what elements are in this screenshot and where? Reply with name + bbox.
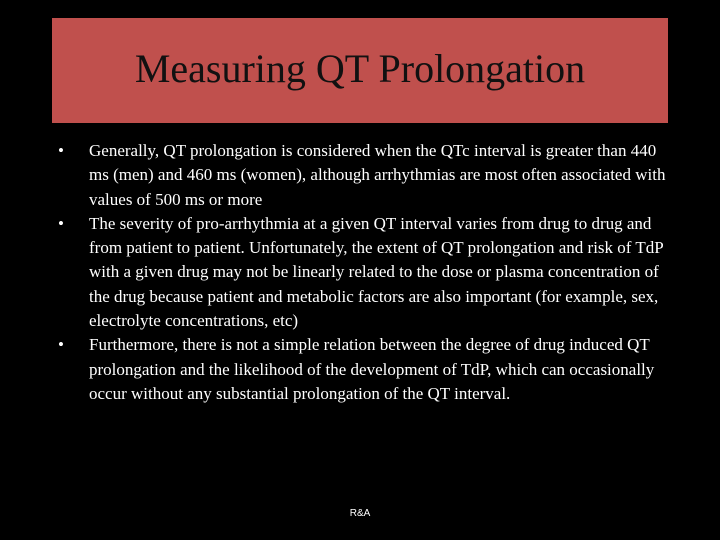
slide-title: Measuring QT Prolongation [134, 46, 586, 91]
title-bar [52, 18, 668, 123]
bullet-item [58, 212, 668, 333]
bullet-item [58, 139, 668, 212]
bullet-item [58, 333, 668, 406]
bullet-text: The severity of pro-arrhythmia at a given QT interval varies from drug to drug and from patient to patient. Unfortunately, the extent of QT prolongation and risk of TdP with a given drug may not be linearly related to the dose or plasma concentration of the drug because patient and metabolic factors are also important (for example, sex, electrolyte concentrations, etc) [89, 213, 664, 331]
slide-footer: R&A [349, 508, 371, 519]
bullet-icon: • [58, 335, 64, 355]
bullet-text: Generally, QT prolongation is considered when the QTc interval is greater than 440 ms (men) and 460 ms (women), although arrhythmias are most often associated with values of 500 ms or more [89, 141, 666, 209]
bullet-icon: • [58, 213, 64, 233]
bullet-list [58, 139, 668, 406]
bullet-icon: • [58, 141, 64, 160]
bullet-text: Furthermore, there is not a simple relation between the degree of drug induced QT prolongation and the likelihood of the development of TdP, which can occasionally occur without any substantial prolongation of the QT interval. [89, 335, 655, 403]
